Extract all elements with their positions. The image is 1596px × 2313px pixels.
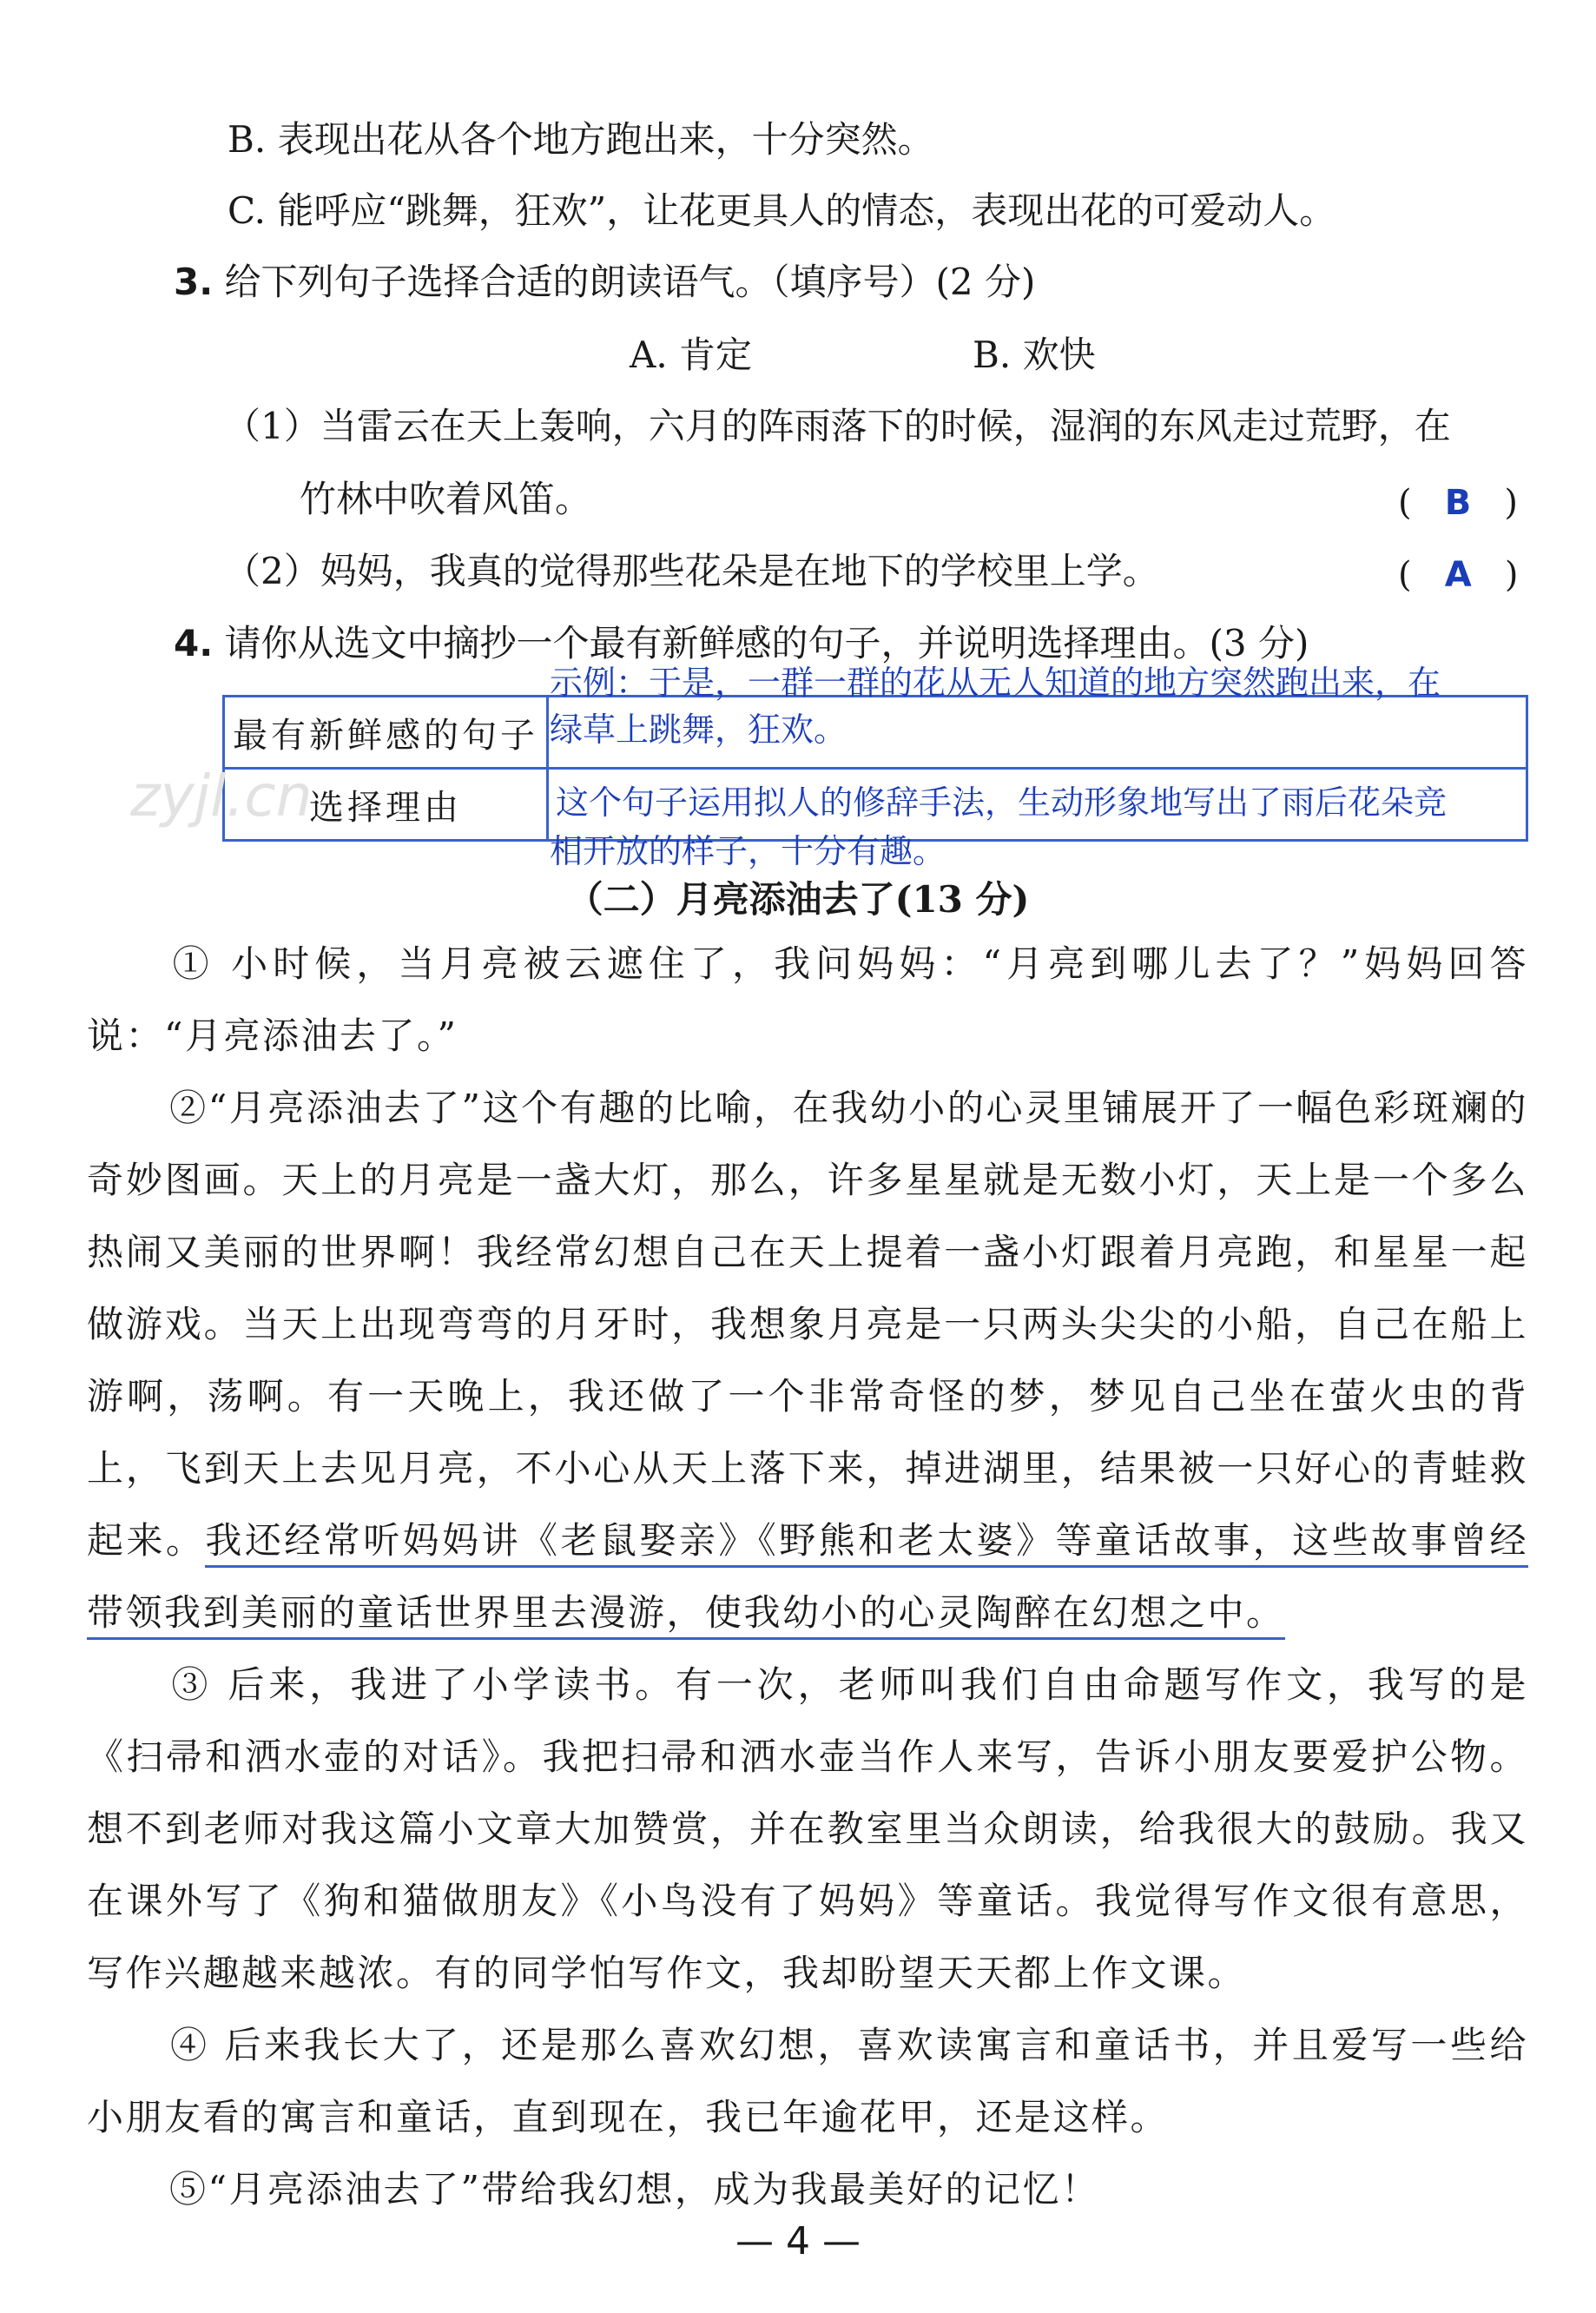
q3-item1-line1: （1）当雷云在天上轰响，六月的阵雨落下的时候，湿润的东风走过荒野，在	[224, 405, 1451, 447]
q2-option-c: C. 能呼应“跳舞，狂欢”，让花更具人的情态，表现出花的可爱动人。	[228, 189, 1336, 232]
q4-answer2-line2: 相开放的样子，十分有趣。	[550, 832, 946, 870]
page-number: — 4 —	[735, 2219, 861, 2263]
q3-item1-answer: B	[1444, 483, 1472, 523]
paragraph-4: ④ 后来我长大了，还是那么喜欢幻想，喜欢读寓言和童话书，并且爱写一些给小朋友看的寓言和童话，直到现在，我已年逾花甲，还是这样。	[87, 2024, 1528, 2138]
q3-prompt: 给下列句子选择合适的朗读语气。（填序号）(2 分)	[224, 261, 1036, 303]
q3-item2: （2）妈妈，我真的觉得那些花朵是在地下的学校里上学。	[224, 550, 1159, 592]
underlined-sentence: 我还经常听妈妈讲《老鼠娶亲》《野熊和老太婆》等童话故事，这些故事曾经带领我到美丽的童话世界里去漫游，使我幼小的心灵陶醉在幻想之中。	[87, 1519, 1528, 1640]
paragraph-1: ① 小时候，当月亮被云遮住了，我问妈妈：“月亮到哪儿去了？”妈妈回答说：“月亮添油去了。”	[87, 942, 1528, 1057]
q3-number: 3.	[174, 261, 214, 303]
q4-row1-label: 最有新鲜感的句子	[224, 697, 548, 769]
q4-number: 4.	[174, 622, 214, 664]
q4-question	[174, 622, 1309, 664]
section-title: （二）月亮添油去了(13 分)	[566, 878, 1030, 921]
q3-item2-answer-box: ( A )	[1398, 555, 1519, 595]
q3-option-b: B. 欢快	[973, 334, 1096, 376]
q3-item1-line2: 竹林中吹着风笛。	[300, 478, 592, 520]
watermark: zyjl.cn	[130, 763, 313, 829]
q4-answer1-line2: 绿草上跳舞，狂欢。	[550, 710, 847, 749]
q2-option-b: B. 表现出花从各个地方跑出来，十分突然。	[228, 118, 934, 161]
q3-option-a: A. 肯定	[630, 334, 753, 376]
q3-item2-answer: A	[1444, 555, 1472, 595]
q4-prompt: 请你从选文中摘抄一个最有新鲜感的句子，并说明选择理由。(3 分)	[224, 622, 1309, 664]
q4-answer1-line1: 示例：于是，一群一群的花从无人知道的地方突然跑出来，在	[550, 664, 1441, 702]
q3-question	[174, 261, 1036, 303]
q4-row2-label: 选择理由	[224, 769, 548, 841]
q3-item1-answer-box: ( B )	[1398, 483, 1519, 523]
paragraph-2: ②“月亮添油去了”这个有趣的比喻，在我幼小的心灵里铺展开了一幅色彩斑斓的奇妙图画。天上的月亮是一盏大灯，那么，许多星星就是无数小灯，天上是一个多么热闹又美丽的世界啊！我经常幻想自己在天上提着一盏小灯跟着月亮跑，和星星一起做游戏。当天上出现弯弯的月牙时，我想象月亮是一只两头尖尖的小船，自己在船上游啊，荡啊。有一天晚上，我还做了一个非常奇怪的梦，梦见自己坐在萤火虫的背上，飞到天上去见月亮，不小心从天上落下来，掉进湖里，结果被一只好心的青蛙救起来。我还经常听妈妈讲《老鼠娶亲》《野熊和老太婆》等童话故事，这些故事曾经带领我到美丽的童话世界里去漫游，使我幼小的心灵陶醉在幻想之中。	[87, 1072, 1528, 1649]
q4-answer2-line1: 这个句子运用拟人的修辞手法，生动形象地写出了雨后花朵竞	[556, 783, 1448, 822]
paragraph-5: ⑤“月亮添油去了”带给我幻想，成为我最美好的记忆！	[169, 2168, 1100, 2211]
paragraph-3: ③ 后来，我进了小学读书。有一次，老师叫我们自由命题写作文，我写的是《扫帚和洒水壶的对话》。我把扫帚和洒水壶当作人来写，告诉小朋友要爱护公物。想不到老师对我这篇小文章大加赞赏，并在教室里当众朗读，给我很大的鼓励。我又在课外写了《狗和猫做朋友》《小鸟没有了妈妈》等童话。我觉得写作文很有意思，写作兴趣越来越浓。有的同学怕写作文，我却盼望天天都上作文课。	[87, 1663, 1528, 1994]
